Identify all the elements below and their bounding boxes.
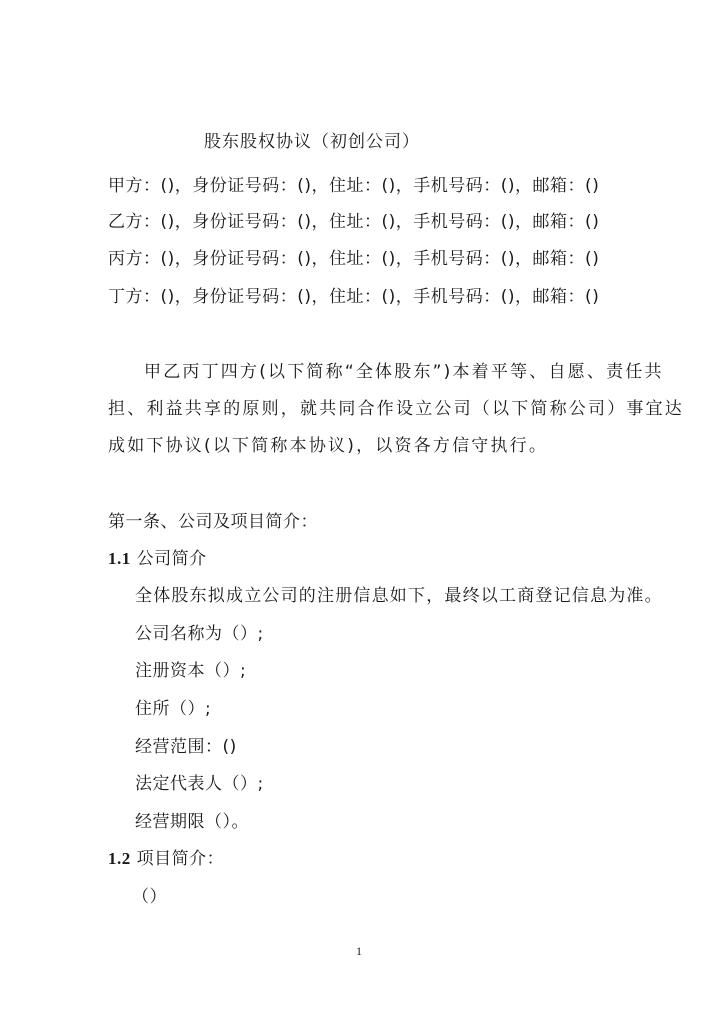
document-title: 股东股权协议（初创公司）	[204, 132, 420, 152]
business-term-item: 经营期限（）。	[135, 812, 249, 832]
domicile-item: 住所（）;	[135, 699, 212, 719]
preamble-line-2: 担、利益共享的原则，就共同合作设立公司（以下简称公司）事宜达	[108, 399, 684, 419]
business-scope-item: 经营范围：()	[135, 737, 237, 757]
section-title: 项目简介：	[136, 849, 225, 869]
section-number: 1.2	[108, 849, 131, 868]
party-c-line: 丙方：()，身份证号码：()，住址：()，手机号码：()，邮箱：()	[108, 249, 600, 269]
party-d-line: 丁方：()，身份证号码：()，住址：()，手机号码：()，邮箱：()	[108, 287, 600, 307]
section-number: 1.1	[108, 549, 131, 568]
section-1-1-intro: 全体股东拟成立公司的注册信息如下，最终以工商登记信息为准。	[135, 586, 663, 606]
legal-representative-item: 法定代表人（）;	[135, 774, 264, 794]
preamble-line-3: 成如下协议(以下简称本协议)，以资各方信守执行。	[108, 436, 549, 456]
registered-capital-item: 注册资本（）;	[135, 661, 247, 681]
page-number: 1	[356, 944, 362, 958]
section-title: 公司简介	[136, 549, 207, 569]
section-1-1-heading	[108, 549, 207, 569]
section-1-2-heading	[108, 849, 224, 869]
party-a-line: 甲方：()，身份证号码：()，住址：()，手机号码：()，邮箱：()	[108, 176, 600, 196]
article-1-heading: 第一条、公司及项目简介：	[108, 512, 318, 532]
party-b-line: 乙方：()，身份证号码：()，住址：()，手机号码：()，邮箱：()	[108, 212, 600, 232]
preamble-line-1: 甲乙丙丁四方(以下简称“全体股东”)本着平等、自愿、责任共	[144, 362, 664, 382]
project-description-placeholder: （）	[132, 887, 167, 907]
company-name-item: 公司名称为（）;	[135, 624, 264, 644]
